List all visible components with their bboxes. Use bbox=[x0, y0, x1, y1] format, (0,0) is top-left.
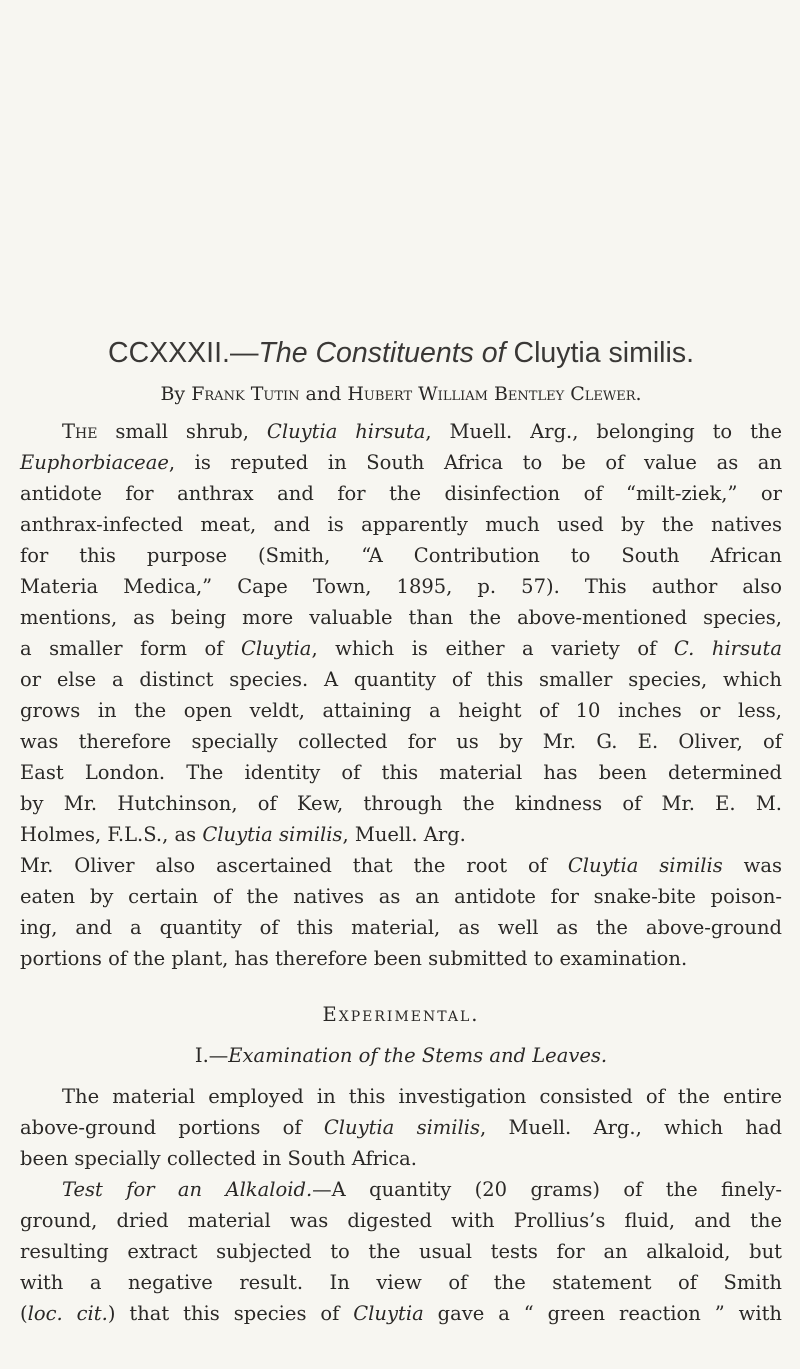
text-line: East London. The identity of this material has been determined bbox=[20, 761, 782, 784]
article-title: CCXXXII.—The Constituents of Cluytia similis. bbox=[107, 337, 695, 369]
text-line: by Mr. Hutchinson, of Kew, through the kindness of Mr. E. M. bbox=[20, 792, 782, 815]
text-line: (loc. cit.) that this species of Cluytia gave a “ green reaction ” with bbox=[20, 1302, 782, 1325]
author-2: Hubert William Bentley Clewer. bbox=[347, 383, 642, 405]
text-line: The material employed in this investigation consisted of the entire bbox=[62, 1085, 782, 1108]
text-line: Materia Medica,” Cape Town, 1895, p. 57). This author also bbox=[20, 575, 782, 598]
text-line: Euphorbiaceae, is reputed in South Africa to be of value as an bbox=[20, 451, 782, 474]
text-line: mentions, as being more valuable than the above-mentioned species, bbox=[20, 606, 782, 629]
text-line: Holmes, F.L.S., as Cluytia similis, Muell. Arg. bbox=[20, 823, 466, 846]
article-number: CCXXXII. bbox=[107, 337, 230, 369]
text-line: grows in the open veldt, attaining a height of 10 inches or less, bbox=[20, 699, 782, 722]
text-line: Mr. Oliver also ascertained that the root of Cluytia similis was bbox=[20, 854, 782, 877]
author-1: Frank Tutin bbox=[191, 383, 300, 405]
article-title-species: Cluytia similis. bbox=[505, 337, 695, 369]
text-line: Test for an Alkaloid.—A quantity (20 grams) of the finely- bbox=[62, 1178, 782, 1201]
text-line: been specially collected in South Africa. bbox=[20, 1147, 417, 1170]
text-line: The small shrub, Cluytia hirsuta, Muell. Arg., belonging to the bbox=[62, 420, 783, 443]
text-line: or else a distinct species. A quantity of this smaller species, which bbox=[20, 668, 782, 691]
text-line: antidote for anthrax and for the disinfection of “milt-ziek,” or bbox=[20, 482, 782, 505]
journal-page bbox=[20, 0, 782, 1369]
text-line: anthrax-infected meat, and is apparently much used by the natives bbox=[20, 513, 782, 536]
text-line: ground, dried material was digested with Prollius’s fluid, and the bbox=[20, 1209, 782, 1232]
text-line: for this purpose (Smith, “A Contribution to South African bbox=[20, 544, 782, 567]
section-heading: Experimental. bbox=[322, 1003, 480, 1026]
text-line: with a negative result. In view of the statement of Smith bbox=[20, 1271, 782, 1294]
text-line: portions of the plant, has therefore been submitted to examination. bbox=[20, 947, 688, 970]
text-line: eaten by certain of the natives as an antidote for snake-bite poison- bbox=[20, 885, 782, 908]
text-line: a smaller form of Cluytia, which is either a variety of C. hirsuta bbox=[20, 637, 782, 660]
article-authors: By Frank Tutin and Hubert William Bentley Clewer. bbox=[160, 383, 642, 405]
text-line: ing, and a quantity of this material, as well as the above-ground bbox=[20, 916, 782, 939]
subsection-heading: I.—Examination of the Stems and Leaves. bbox=[194, 1044, 608, 1067]
text-line: was therefore specially collected for us by Mr. G. E. Oliver, of bbox=[20, 730, 782, 753]
text-line: resulting extract subjected to the usual tests for an alkaloid, but bbox=[20, 1240, 782, 1263]
text-line: above-ground portions of Cluytia similis, Muell. Arg., which had bbox=[20, 1116, 782, 1139]
article-title-italic: The Constituents of bbox=[258, 337, 506, 369]
